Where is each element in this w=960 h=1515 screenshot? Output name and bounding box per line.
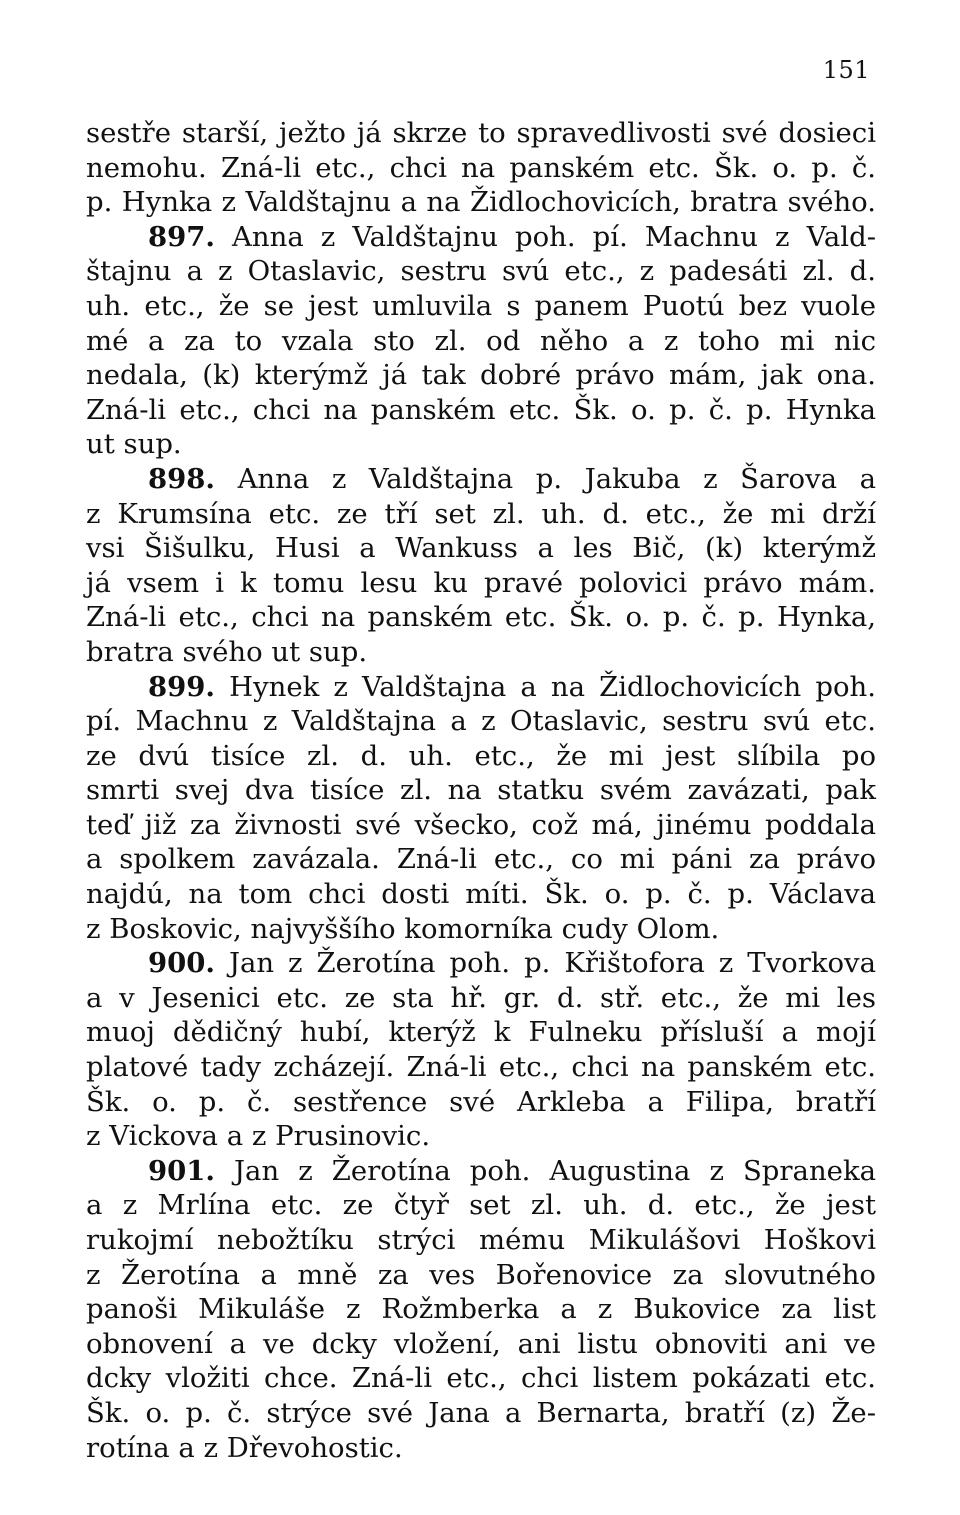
text-line: a z Mrlína etc. ze čtyř set zl. uh. d. etc., že jest (86, 1189, 876, 1222)
text-line: Šk. o. p. č. strýce své Jana a Bernarta, bratří (z) Že- (86, 1396, 876, 1429)
entry-start-line: 901. Jan z Žerotína poh. Augustina z Spraneka (148, 1154, 876, 1187)
text-line: Zná-li etc., chci na panském etc. Šk. o. p. č. p. Hynka, (86, 601, 876, 634)
text-line: ut sup. (86, 428, 182, 461)
text-line: Zná-li etc., chci na panském etc. Šk. o. p. č. p. Hynka (86, 393, 876, 426)
entry-start-line: 899. Hynek z Valdštajna a na Židlochovicích poh. (148, 670, 876, 703)
text-line: panoši Mikuláše z Rožmberka a z Bukovice za list (86, 1293, 876, 1326)
text-line: bratra svého ut sup. (86, 635, 368, 668)
text-line: dcky vložiti chce. Zná-li etc., chci listem pokázati etc. (86, 1362, 876, 1395)
entry-start-line: 897. Anna z Valdštajnu poh. pí. Machnu z Vald- (148, 220, 876, 253)
text-line: platové tady zcházejí. Zná-li etc., chci na panském etc. (86, 1051, 876, 1084)
text-line: vsi Šišulku, Husi a Wankuss a les Bič, (k) kterýmž (86, 532, 876, 565)
entry-number: 901. (148, 1154, 215, 1187)
page-number: 151 (822, 56, 870, 84)
text-line: z Vickova a z Prusinovic. (86, 1120, 431, 1153)
entry-number: 898. (148, 462, 215, 495)
text-line: z Boskovic, najvyššího komorníka cudy Olom. (86, 912, 720, 945)
text-line: štajnu a z Otaslavic, sestru svú etc., z padesáti zl. d. (86, 255, 876, 288)
text-line: a spolkem zavázala. Zná-li etc., co mi páni za právo (86, 843, 876, 876)
text-line: uh. etc., že se jest umluvila s panem Puotú bez vuole (86, 289, 876, 322)
text-line: nedala, (k) kterýmž já tak dobré právo mám, jak ona. (86, 359, 876, 392)
text-line: Šk. o. p. č. sestřence své Arkleba a Filipa, bratří (86, 1085, 876, 1118)
page-text (86, 116, 876, 1465)
entry-start-line: 900. Jan z Žerotína poh. p. Křištofora z Tvorkova (148, 947, 876, 980)
text-line: obnovení a ve dcky vložení, ani listu obnoviti ani ve (86, 1327, 876, 1360)
text-line: nemohu. Zná-li etc., chci na panském etc. Šk. o. p. č. (86, 151, 876, 184)
entry-number: 900. (148, 947, 215, 980)
text-line: p. Hynka z Valdštajnu a na Židlochovicích, bratra svého. (86, 186, 876, 219)
entry-number: 899. (148, 670, 215, 703)
text-line: teď již za živnosti své všecko, což má, jinému poddala (86, 808, 876, 841)
text-line: smrti svej dva tisíce zl. na statku svém zavázati, pak (86, 774, 876, 807)
text-line: rotína a z Dřevohostic. (86, 1431, 403, 1464)
text-line: z Žerotína a mně za ves Bořenovice za slovutného (86, 1258, 876, 1291)
entry-start-line: 898. Anna z Valdštajna p. Jakuba z Šarova a (148, 462, 876, 495)
text-line: muoj dědičný hubí, kterýž k Fulneku přísluší a mojí (86, 1016, 876, 1049)
text-line: mé a za to vzala sto zl. od něho a z toho mi nic (86, 324, 876, 357)
text-line: ze dvú tisíce zl. d. uh. etc., že mi jest slíbila po (86, 739, 876, 772)
entry-number: 897. (148, 220, 215, 253)
text-line: já vsem i k tomu lesu ku pravé polovici právo mám. (86, 566, 876, 599)
text-line: z Krumsína etc. ze tří set zl. uh. d. etc., že mi drží (86, 497, 876, 530)
text-line: rukojmí nebožtíku strýci mému Mikulášovi Hoškovi (86, 1224, 876, 1256)
text-line: a v Jesenici etc. ze sta hř. gr. d. stř. etc., že mi les (86, 981, 876, 1014)
text-line: pí. Machnu z Valdštajna a z Otaslavic, sestru svú etc. (86, 705, 876, 738)
text-line: najdú, na tom chci dosti míti. Šk. o. p. č. p. Václava (86, 878, 876, 911)
text-line: sestře starší, ježto já skrze to spravedlivosti své dosieci (86, 117, 876, 149)
